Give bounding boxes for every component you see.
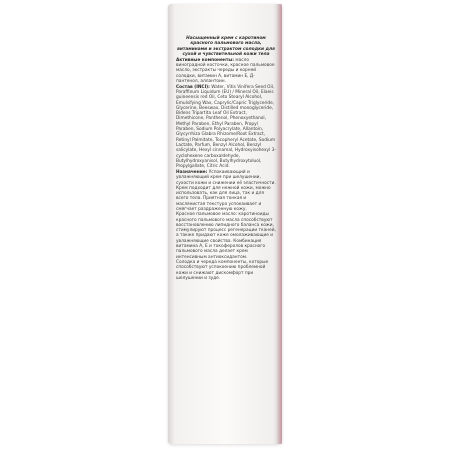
active-components-title: Активные компоненты: bbox=[176, 57, 234, 63]
product-headline: Насыщенный крем с каротином красного пальмового масла, витаминами и экстрактом солодки для сухой и чувствительной кожи тела bbox=[177, 36, 275, 57]
usage-description: Крем подходит для нежной кожи, можно использовать, как для лица, так и для всего тела. Приятная тонкая и маслянистая текстура успокаивает и смягчает раздраженную кожу. bbox=[176, 185, 271, 212]
active-components bbox=[176, 58, 276, 84]
purpose-title: Назначение: bbox=[176, 169, 208, 175]
licorice-description: Солодка и череда компоненты, которые способствуют успокоению проблемной кожи и снижают дискомфорт при шелушении и зуде. bbox=[176, 259, 269, 281]
package-label bbox=[176, 36, 276, 281]
palm-oil-description: Красное пальмовое масло: каротиноиды красного пальмового масла способствуют восстановлению липидного баланса кожи, стимулируют процесс регенерации тканей, а также придают коже омолаживающие и увлажняющие свойства. Комбинация витамина А, Е и токоферолов красного пальмового масла делает крем интенсивным антиоксидантом. bbox=[176, 212, 276, 260]
purpose-text: Успокаивающий и увлажняющий крем при шелушении, сухости кожи и снижении её эластичности. bbox=[176, 169, 276, 186]
inci-title: Состав (INCI): bbox=[176, 84, 210, 90]
inci-composition bbox=[176, 85, 276, 170]
purpose bbox=[176, 170, 276, 186]
inci-text: Water, Vitis Vinifera Seed Oil, Paraffinum Liquidum (EU) / Mineral Oil, Elaeis guineensis red Oil, Ceto Stearyl Alcohol, Emulsifying Wax, Caprylic/Capric Triglyceride, Glycerine, Beeswax, Distilled monoglyceride, Bidens Tripartita Leaf Oil Extract, Dimethicone, Panthenol, Phenoxyethanol, Methyl Paraben, Ethyl Paraben, Propyl Paraben, Sodium Polyacrylate, Allantoin, Glycyrrhiza Glabra Rhizome/Root Extract, Retinyl Palmitate, Tocopheryl Acetate, Sodium Lactate, Parfum, Benzyl Alcohol, Benzyl salicylate, Hexyl cinnamal, Hydroxyisohexyl 3-cyclohexene carboxaldehyde, Butylhydroxyanisol, Butylhydroxytoluol, Propylgallate, Citric Acid. bbox=[176, 84, 276, 170]
active-components-text: масло виноградной косточки, красное пальмовое масло, экстракты череды и корней солодки, витамин А, витамин Е, Д-пантенол, аллантоин. bbox=[176, 57, 275, 84]
